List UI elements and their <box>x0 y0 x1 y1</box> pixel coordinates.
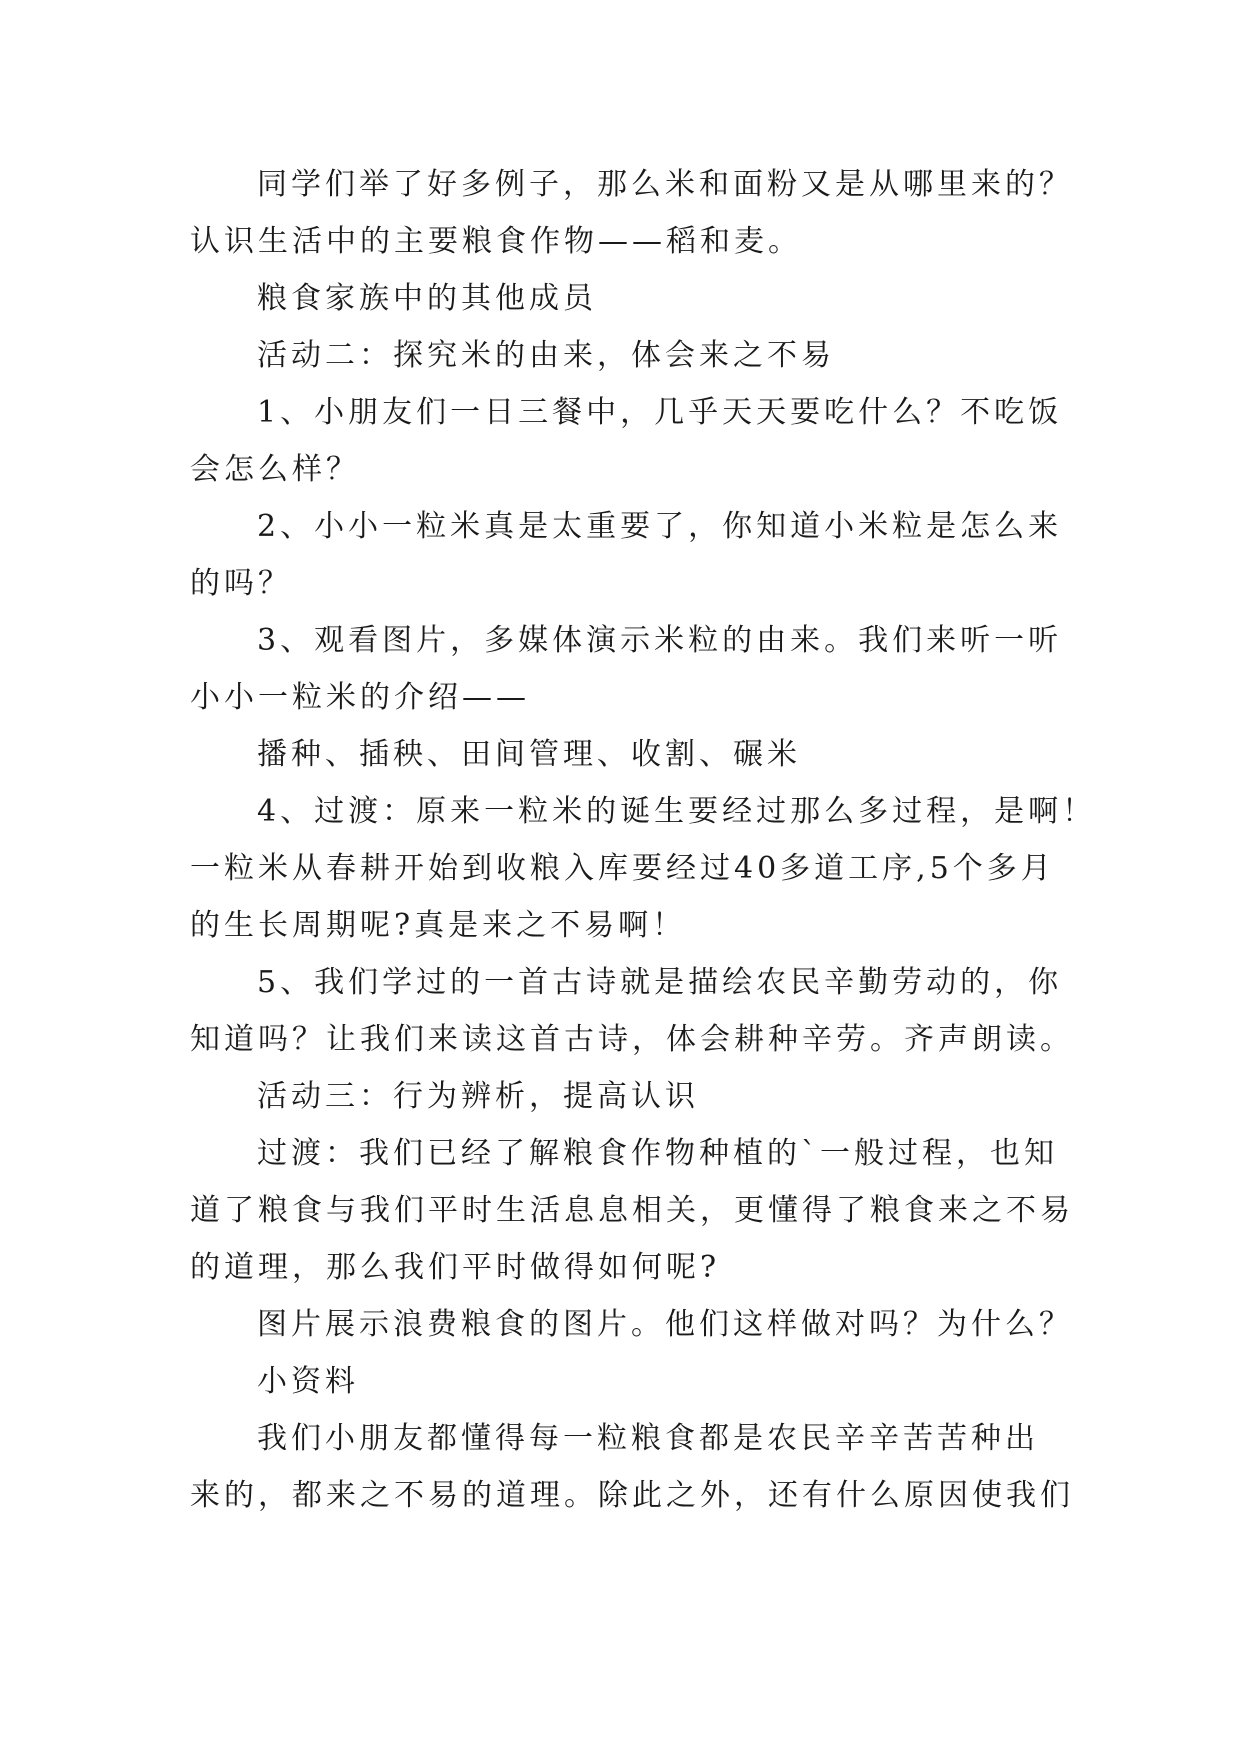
paragraph-line: 2、小小一粒米真是太重要了，你知道小米粒是怎么来 <box>257 509 1063 544</box>
paragraph-line: 道了粮食与我们平时生活息息相关，更懂得了粮食来之不易 <box>190 1193 1074 1228</box>
paragraph-line: 一粒米从春耕开始到收粮入库要经过40多道工序,5个多月 <box>190 851 1055 886</box>
paragraph-line: 我们小朋友都懂得每一粒粮食都是农民辛辛苦苦种出 <box>257 1421 1039 1456</box>
paragraph-line: 5、我们学过的一首古诗就是描绘农民辛勤劳动的，你 <box>257 965 1063 1000</box>
paragraph-line: 1、小朋友们一日三餐中，几乎天天要吃什么？不吃饭 <box>257 395 1063 430</box>
paragraph-line: 小资料 <box>257 1364 359 1399</box>
paragraph-line: 认识生活中的主要粮食作物——稻和麦。 <box>190 224 802 259</box>
paragraph-line: 粮食家族中的其他成员 <box>257 281 597 316</box>
paragraph-line: 过渡：我们已经了解粮食作物种植的`一般过程，也知 <box>257 1136 1058 1171</box>
paragraph-line: 同学们举了好多例子，那么米和面粉又是从哪里来的？ <box>257 167 1073 202</box>
paragraph-line: 3、观看图片，多媒体演示米粒的由来。我们来听一听 <box>257 623 1063 658</box>
section-heading: 活动三：行为辨析，提高认识 <box>257 1079 699 1114</box>
paragraph-line: 的道理，那么我们平时做得如何呢? <box>190 1250 721 1285</box>
paragraph-line: 播种、插秧、田间管理、收割、碾米 <box>257 737 801 772</box>
paragraph-line: 知道吗？让我们来读这首古诗，体会耕种辛劳。齐声朗读。 <box>190 1022 1074 1057</box>
paragraph-line: 的生长周期呢?真是来之不易啊！ <box>190 908 687 943</box>
paragraph-line: 图片展示浪费粮食的图片。他们这样做对吗？为什么？ <box>257 1307 1073 1342</box>
paragraph-line: 小小一粒米的介绍—— <box>190 680 530 715</box>
section-heading: 活动二：探究米的由来，体会来之不易 <box>257 338 835 373</box>
paragraph-line: 4、过渡：原来一粒米的诞生要经过那么多过程，是啊！ <box>257 794 1097 829</box>
paragraph-line: 的吗？ <box>190 566 292 601</box>
paragraph-line: 来的，都来之不易的道理。除此之外，还有什么原因使我们 <box>190 1478 1074 1513</box>
paragraph-line: 会怎么样？ <box>190 452 360 487</box>
